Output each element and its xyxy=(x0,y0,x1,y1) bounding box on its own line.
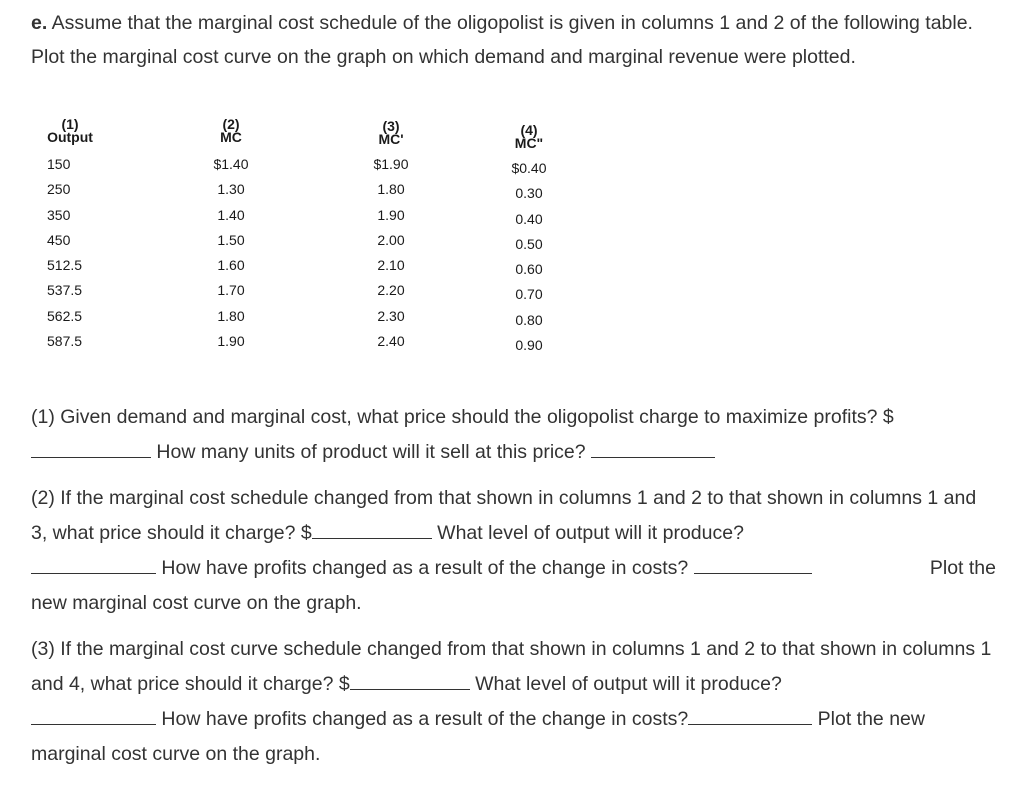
table-column-mc-prime xyxy=(361,118,421,354)
table-cell: 250 xyxy=(47,181,71,198)
table-cell: 0.80 xyxy=(515,311,543,328)
table-cell: 2.40 xyxy=(377,333,405,350)
table-cell: 0.70 xyxy=(515,286,543,303)
answer-blank-profits[interactable] xyxy=(688,723,812,725)
column-header: (2) MC xyxy=(220,116,242,145)
intro-text: Assume that the marginal cost schedule of the oligopolist is given in columns 1 and 2 of the following table. Plot the marginal cost curve on the graph on which demand and marginal revenue were plotted. xyxy=(31,12,973,68)
table-cell: 0.90 xyxy=(515,337,543,354)
column-header: (1) Output xyxy=(47,116,93,145)
column-header: (4) MC" xyxy=(514,122,544,151)
table-cell: 2.30 xyxy=(377,307,405,324)
table-cell: $1.40 xyxy=(213,156,249,172)
table-cell: 0.50 xyxy=(515,235,543,252)
table-cell: 1.80 xyxy=(217,307,245,324)
table-cell: 2.20 xyxy=(377,282,405,299)
answer-blank-units[interactable] xyxy=(591,456,715,458)
table-cell: 1.30 xyxy=(217,181,245,198)
table-cell: 2.10 xyxy=(377,257,405,274)
table-cell: 350 xyxy=(47,206,71,223)
answer-blank-price[interactable] xyxy=(31,456,151,458)
table-cell: 1.70 xyxy=(217,282,245,299)
intro-paragraph xyxy=(31,6,991,74)
table-cell: 0.40 xyxy=(515,210,543,227)
question-3: (3) If the marginal cost curve schedule changed from that shown in columns 1 and 2 to that shown in columns 1 and 4, what price should it charge? $ What level of output will it produce? How have profits changed as a result of the change in costs? Plot the new marginal cost curve on the graph. xyxy=(31,638,992,765)
answer-blank-price[interactable] xyxy=(312,537,432,539)
table-column-mc-double-prime xyxy=(499,118,559,358)
table-cell: 562.5 xyxy=(47,307,83,324)
table-cell: 587.5 xyxy=(47,333,83,350)
table-cell: 537.5 xyxy=(47,282,83,299)
answer-blank-output[interactable] xyxy=(31,572,156,574)
answer-blank-profits[interactable] xyxy=(694,572,812,574)
table-cell: 1.60 xyxy=(217,257,245,274)
table-cell: 1.80 xyxy=(377,181,405,198)
table-column-mc xyxy=(201,118,261,354)
table-cell: 1.40 xyxy=(217,206,245,223)
table-cell: 0.60 xyxy=(515,261,543,278)
table-cell: 0.30 xyxy=(515,185,543,202)
question-1: (1) Given demand and marginal cost, what price should the oligopolist charge to maximize profits? $ How many units of product will it sell at this price? xyxy=(31,406,894,463)
table-cell: 1.90 xyxy=(377,206,405,223)
table-cell: 2.00 xyxy=(377,231,405,248)
table-cell: 512.5 xyxy=(47,257,83,274)
table-cell: $1.90 xyxy=(373,156,409,172)
question-2: (2) If the marginal cost schedule changed from that shown in columns 1 and 2 to that shown in columns 1 and 3, what price should it charge? $ What level of output will it produce? How have profits changed as a result of the change in costs? Plot the new marginal cost curve on the graph. xyxy=(31,487,996,614)
answer-blank-price[interactable] xyxy=(350,688,470,690)
table-cell: 150 xyxy=(47,156,71,172)
part-label: e. xyxy=(31,12,48,34)
table-cell: 1.90 xyxy=(217,333,245,350)
table-cell: $0.40 xyxy=(511,160,547,176)
column-header: (3) MC' xyxy=(378,118,404,147)
answer-blank-output[interactable] xyxy=(31,723,156,725)
table-cell: 450 xyxy=(47,231,71,248)
table-column-output xyxy=(40,118,100,354)
questions-section xyxy=(31,400,996,783)
marginal-cost-table xyxy=(31,118,571,388)
table-cell: 1.50 xyxy=(217,231,245,248)
